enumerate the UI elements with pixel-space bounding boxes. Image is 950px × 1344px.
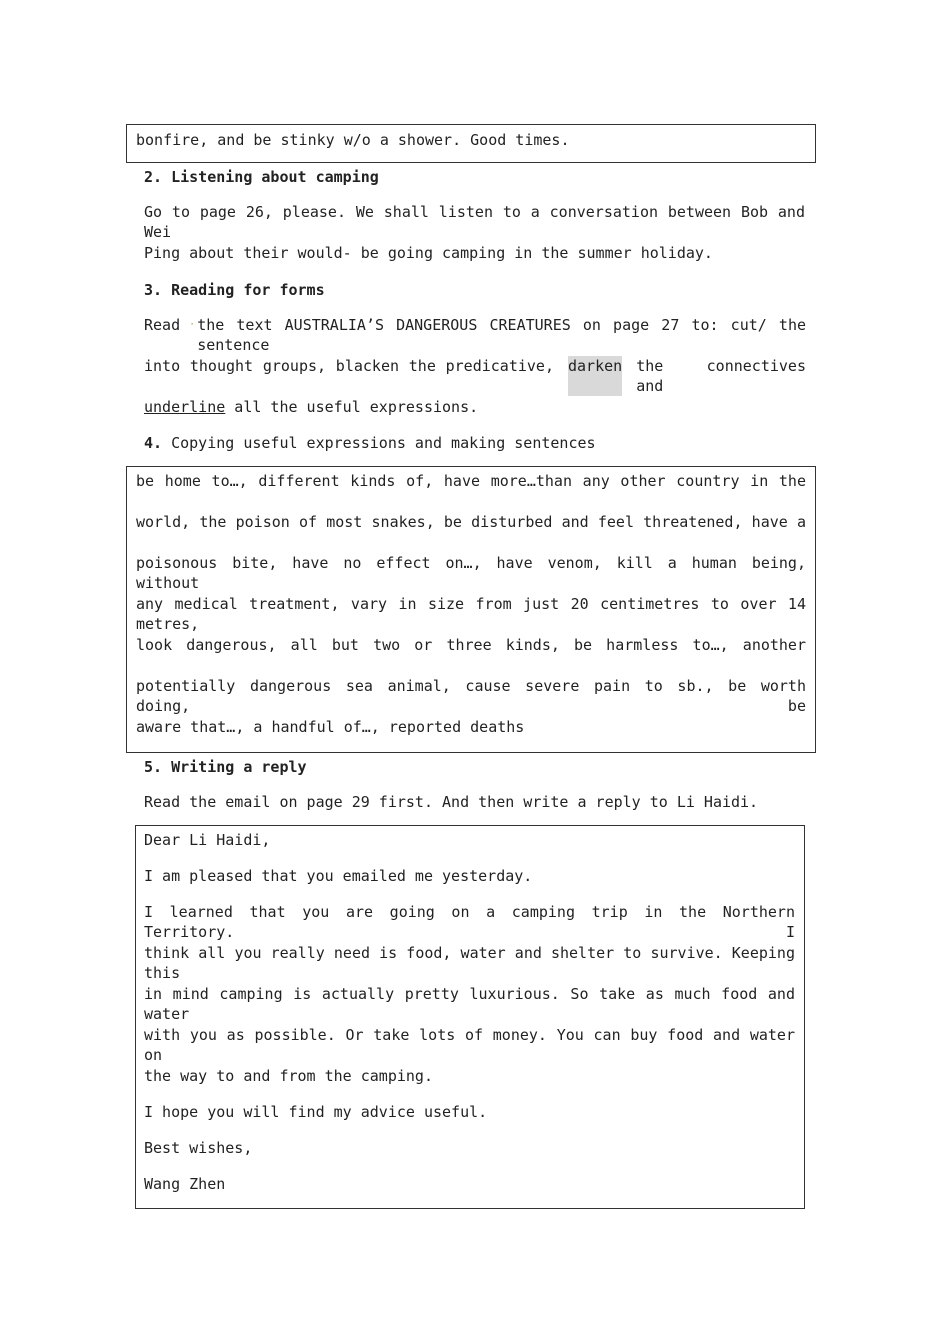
letter-paragraph-line: with you as possible. Or take lots of money. You can buy food and water on (144, 1026, 795, 1064)
letter-paragraph-line: I learned that you are going on a camping trip in the Northern Territory. I (144, 903, 795, 941)
section-3-read-word: Read (144, 316, 190, 334)
section-5-intro: Read the email on page 29 first. And then write a reply to Li Haidi. (144, 793, 759, 811)
section-3-paragraph-line-2 (144, 356, 806, 396)
section-2-paragraph-line-1: Go to page 26, please. We shall listen to a conversation between Bob and Wei (144, 203, 805, 241)
letter-paragraph-line: in mind camping is actually pretty luxurious. So take as much food and water (144, 985, 795, 1023)
section-3-line-2-b: the connectives and (636, 357, 806, 395)
top-text-box (126, 124, 816, 163)
expressions-line: be home to…, different kinds of, have more…than any other country in the (136, 472, 806, 490)
section-3-line-1-rest: the text AUSTRALIA’S DANGEROUS CREATURES on page 27 to: cut/ the sentence (197, 316, 806, 354)
expressions-box (126, 466, 816, 753)
section-3-heading: 3. Reading for forms (144, 281, 325, 299)
expressions-line: aware that…, a handful of…, reported deaths (136, 718, 525, 736)
letter-salutation: Dear Li Haidi, (144, 831, 271, 849)
expressions-line: poisonous bite, have no effect on…, have venom, kill a human being, without (136, 554, 806, 592)
expressions-line: any medical treatment, vary in size from just 20 centimetres to over 14 metres, (136, 595, 806, 633)
expressions-line: potentially dangerous sea animal, cause severe pain to sb., be worth doing, be (136, 677, 806, 715)
letter-signature: Wang Zhen (144, 1175, 226, 1193)
section-3-paragraph-line-3 (144, 397, 478, 417)
section-3-paragraph-line-1 (144, 315, 806, 355)
letter-paragraph-line: think all you really need is food, water and shelter to survive. Keeping this (144, 944, 795, 982)
letter-closing: Best wishes, (144, 1139, 253, 1157)
section-4-number: 4. (144, 434, 163, 452)
highlighted-word-darken: darken (568, 356, 622, 396)
underlined-word: underline (144, 398, 226, 416)
section-3-line-2-a: into thought groups, blacken the predicative, (144, 357, 554, 375)
section-4-heading (144, 433, 596, 453)
section-5-heading: 5. Writing a reply (144, 758, 307, 776)
reply-letter-box (135, 825, 805, 1209)
letter-paragraph-line: the way to and from the camping. (144, 1067, 433, 1085)
section-4-title: Copying useful expressions and making sentences (162, 434, 596, 452)
section-2-paragraph-line-2: Ping about their would- be going camping in the summer holiday. (144, 244, 713, 262)
expressions-line: look dangerous, all but two or three kinds, be harmless to…, another (136, 636, 806, 654)
expressions-line: world, the poison of most snakes, be disturbed and feel threatened, have a (136, 513, 806, 531)
marker-dot-icon: · (189, 319, 196, 330)
letter-line: I hope you will find my advice useful. (144, 1103, 488, 1121)
section-2-heading: 2. Listening about camping (144, 168, 379, 186)
letter-line: I am pleased that you emailed me yesterday. (144, 867, 533, 885)
section-3-line-3-rest: all the useful expressions. (225, 398, 479, 416)
top-box-line: bonfire, and be stinky w/o a shower. Good times. (136, 131, 570, 149)
